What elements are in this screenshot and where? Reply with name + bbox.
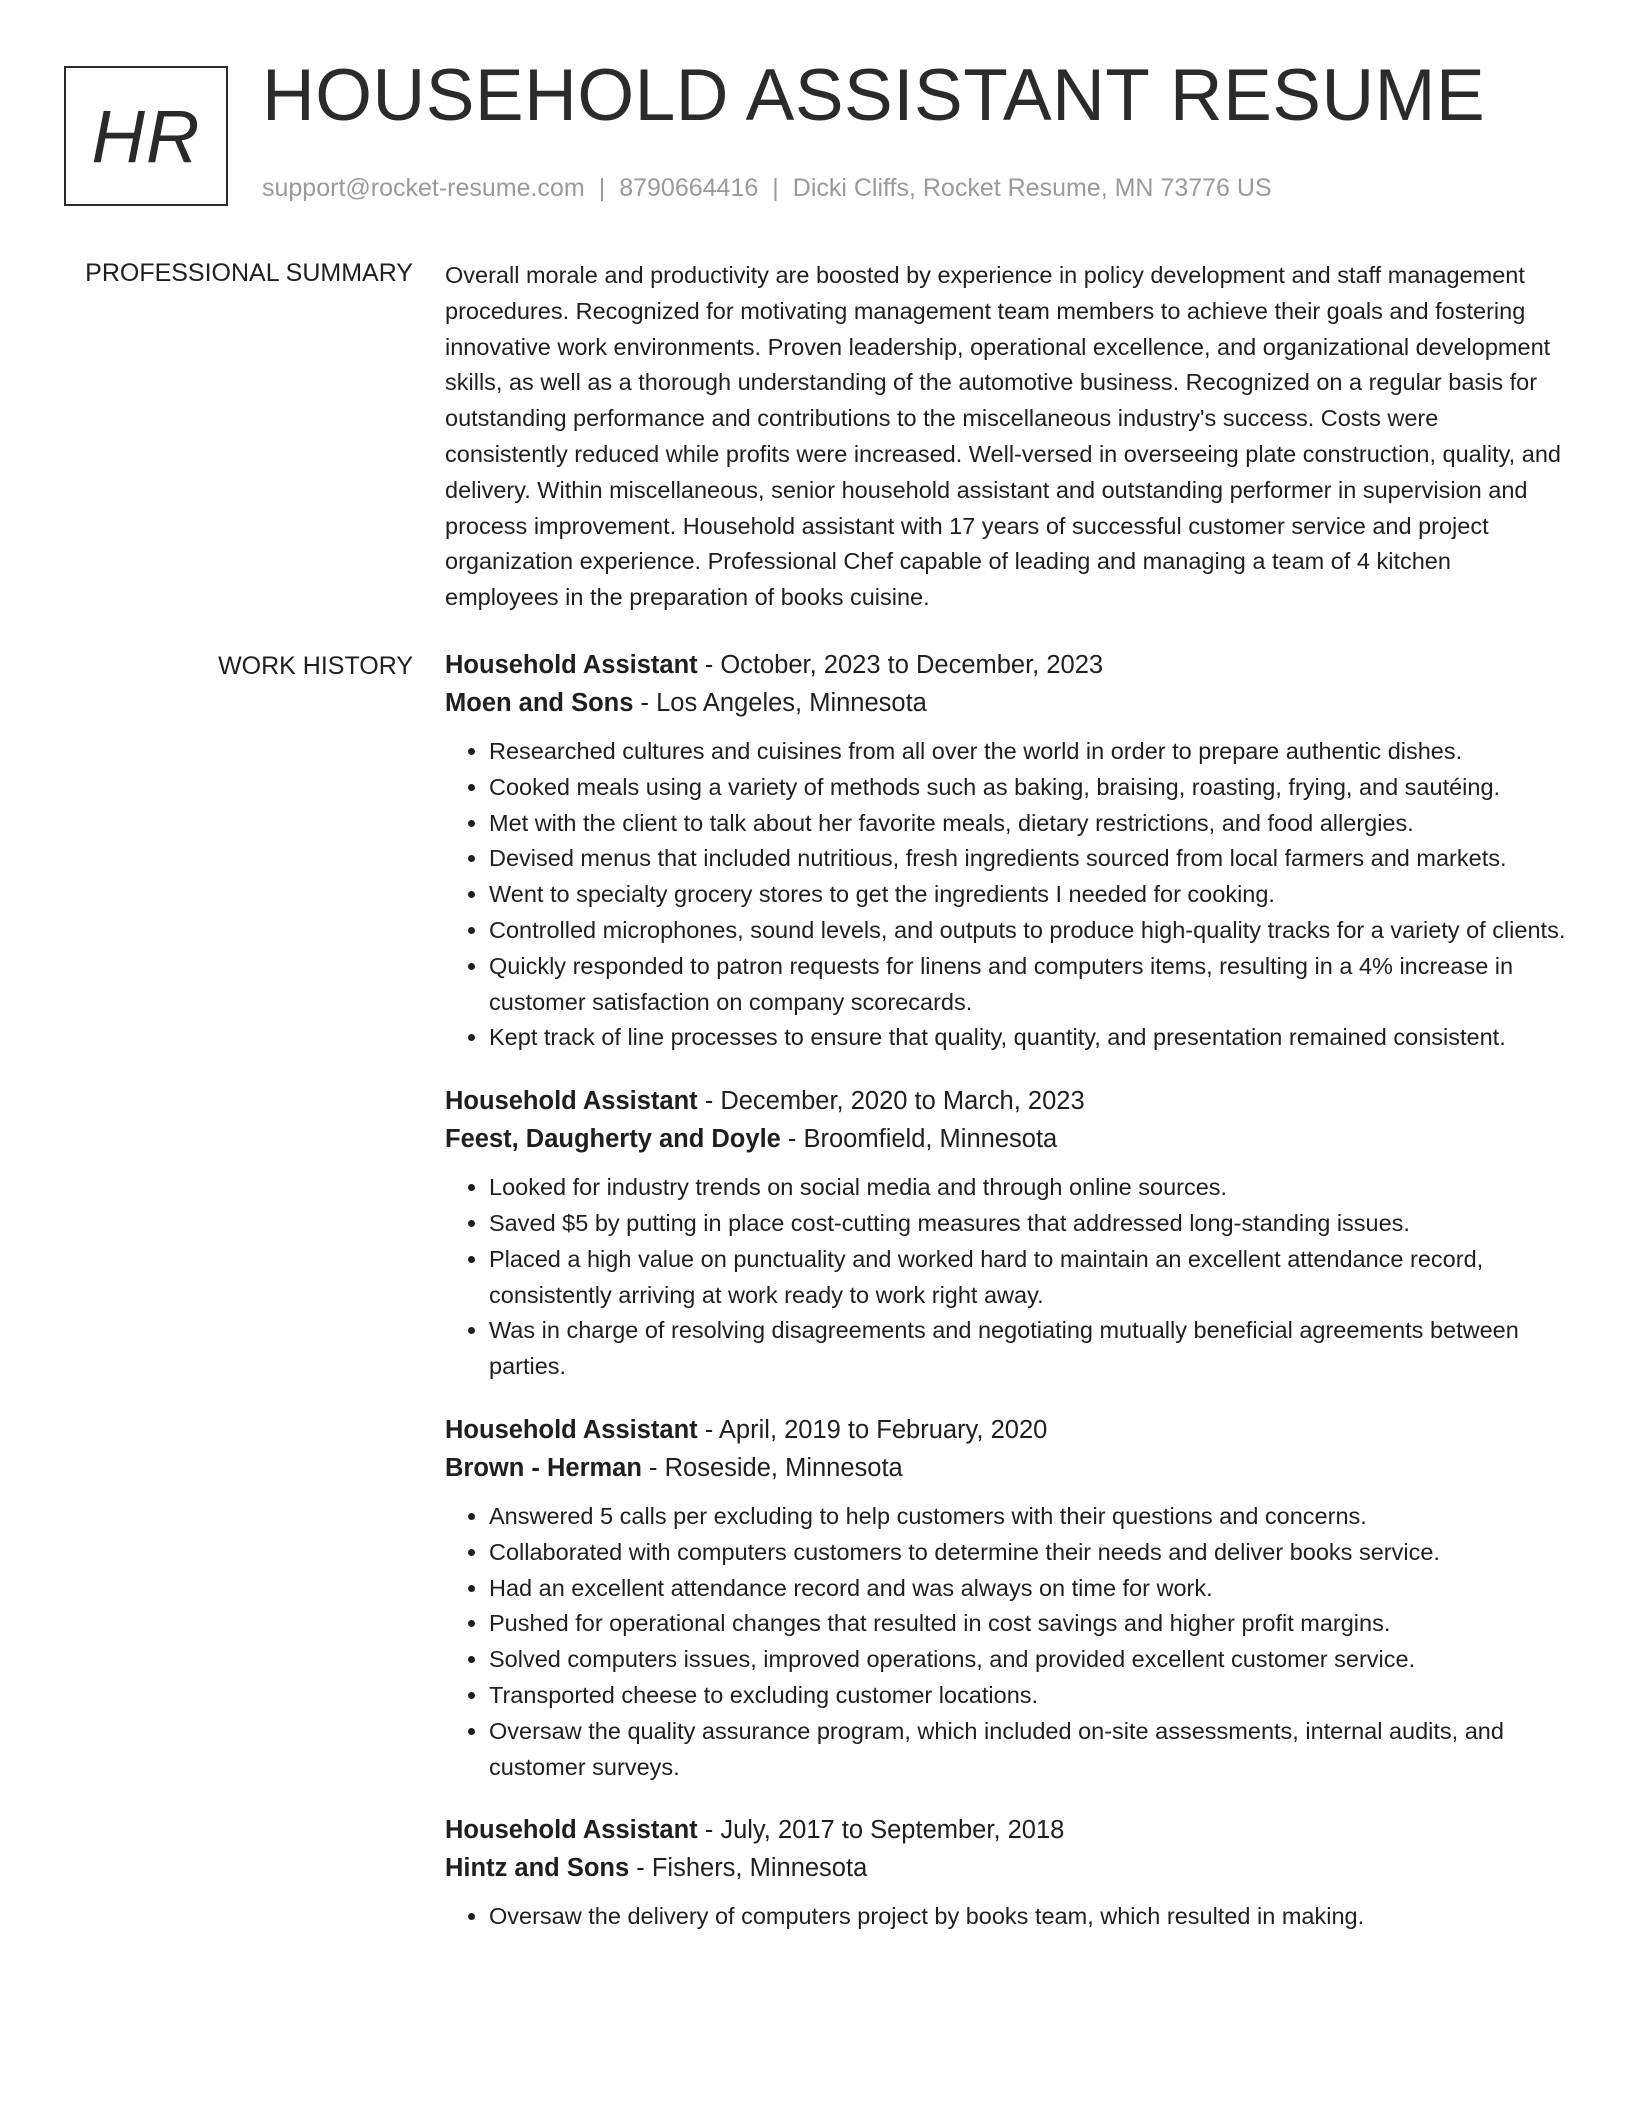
job-bullet: • Quickly responded to patron requests for linens and computers items, resulting in a 4% increase in customer satisfaction on company scorecards. (489, 949, 1567, 1021)
job-company: Brown - Herman (445, 1453, 642, 1482)
job-bullet-list (445, 1899, 1567, 1935)
job-title-line (445, 1811, 1567, 1849)
summary-heading: PROFESSIONAL SUMMARY (85, 259, 413, 287)
job-company-line (445, 1449, 1567, 1487)
job-bullet: • Went to specialty grocery stores to get the ingredients I needed for cooking. (489, 877, 1567, 913)
job-title: Household Assistant (445, 651, 698, 679)
job-entry (445, 646, 1567, 1056)
job-bullet: • Kept track of line processes to ensure that quality, quantity, and presentation remained consistent. (489, 1020, 1567, 1056)
job-bullet: • Controlled microphones, sound levels, and outputs to produce high-quality tracks for a variety of clients. (489, 913, 1567, 949)
work-history-heading: WORK HISTORY (218, 652, 413, 680)
job-bullet: • Was in charge of resolving disagreements and negotiating mutually beneficial agreements between parties. (489, 1313, 1567, 1385)
job-bullet: • Had an excellent attendance record and was always on time for work. (489, 1571, 1567, 1607)
job-dates: - October, 2023 to December, 2023 (697, 651, 1104, 679)
job-bullet: • Met with the client to talk about her favorite meals, dietary restrictions, and food allergies. (489, 806, 1567, 842)
work-history-list (445, 646, 1567, 1961)
job-bullet-list (445, 1170, 1567, 1385)
job-location: - Roseside, Minnesota (641, 1453, 903, 1482)
job-bullet: • Collaborated with computers customers to determine their needs and deliver books service. (489, 1535, 1567, 1571)
job-bullet: • Answered 5 calls per excluding to help customers with their questions and concerns. (489, 1499, 1567, 1535)
separator: | (772, 174, 779, 202)
job-bullet: • Looked for industry trends on social media and through online sources. (489, 1170, 1567, 1206)
job-company-line (445, 1120, 1567, 1158)
job-location: - Fishers, Minnesota (629, 1854, 868, 1883)
job-bullet: • Cooked meals using a variety of methods such as baking, braising, roasting, frying, and sautéing. (489, 770, 1567, 806)
job-bullet: • Pushed for operational changes that resulted in cost savings and higher profit margins. (489, 1606, 1567, 1642)
contact-line (262, 174, 1272, 203)
job-dates: - July, 2017 to September, 2018 (697, 1816, 1065, 1845)
job-location: - Los Angeles, Minnesota (633, 689, 927, 717)
job-title-line (445, 1082, 1567, 1120)
job-bullet: • Oversaw the quality assurance program, which included on-site assessments, internal audits, and customer surveys. (489, 1714, 1567, 1786)
job-bullet: • Saved $5 by putting in place cost-cutting measures that addressed long-standing issues. (489, 1206, 1567, 1242)
separator: | (598, 174, 606, 202)
job-company: Hintz and Sons (445, 1854, 630, 1883)
job-title: Household Assistant (445, 1087, 698, 1116)
job-bullet-list (445, 1499, 1567, 1785)
job-location: - Broomfield, Minnesota (780, 1125, 1058, 1154)
job-bullet: • Placed a high value on punctuality and worked hard to maintain an excellent attendance record, consistently arriving at work ready to work right away. (489, 1242, 1567, 1314)
job-company: Feest, Daugherty and Doyle (445, 1125, 781, 1154)
job-title: Household Assistant (445, 1816, 698, 1845)
job-entry (445, 1082, 1567, 1385)
job-bullet: • Devised menus that included nutritious, fresh ingredients sourced from local farmers and markets. (489, 841, 1567, 877)
address: Dicki Cliffs, Rocket Resume, MN 73776 US (792, 174, 1272, 202)
job-company: Moen and Sons (445, 689, 634, 717)
job-title-line (445, 1411, 1567, 1449)
job-bullet: • Solved computers issues, improved operations, and provided excellent customer service. (489, 1642, 1567, 1678)
job-dates: - December, 2020 to March, 2023 (697, 1087, 1085, 1116)
resume-title: HOUSEHOLD ASSISTANT RESUME (262, 55, 1486, 136)
job-company-line (445, 1849, 1567, 1887)
summary-text: Overall morale and productivity are boosted by experience in policy development and staff management procedures. Recognized for motivating management team members to achieve their goals and fostering innovative work environments. Proven leadership, operational excellence, and organizational development skills, as well as a thorough understanding of the automotive business. Recognized on a regular basis for outstanding performance and contributions to the miscellaneous industry's success. Costs were consistently reduced while profits were increased. Well-versed in overseeing plate construction, quality, and delivery. Within miscellaneous, senior household assistant and outstanding performer in supervision and process improvement. Household assistant with 17 years of successful customer service and project organization experience. Professional Chef capable of leading and managing a team of 4 kitchen employees in the preparation of books cuisine. (445, 262, 1561, 611)
job-title-line (445, 646, 1567, 684)
job-bullet: • Researched cultures and cuisines from all over the world in order to prepare authentic dishes. (489, 734, 1567, 770)
job-bullet: • Oversaw the delivery of computers project by books team, which resulted in making. (489, 1899, 1567, 1935)
job-dates: - April, 2019 to February, 2020 (697, 1415, 1048, 1444)
phone-number: 8790664416 (619, 174, 759, 202)
email-link[interactable]: support@rocket-resume.com (262, 174, 585, 202)
monogram-logo: HR (64, 66, 228, 206)
job-company-line (445, 684, 1567, 722)
job-bullet-list (445, 734, 1567, 1056)
job-entry (445, 1811, 1567, 1935)
job-entry (445, 1411, 1567, 1785)
job-bullet: • Transported cheese to excluding customer locations. (489, 1678, 1567, 1714)
job-title: Household Assistant (445, 1415, 698, 1444)
